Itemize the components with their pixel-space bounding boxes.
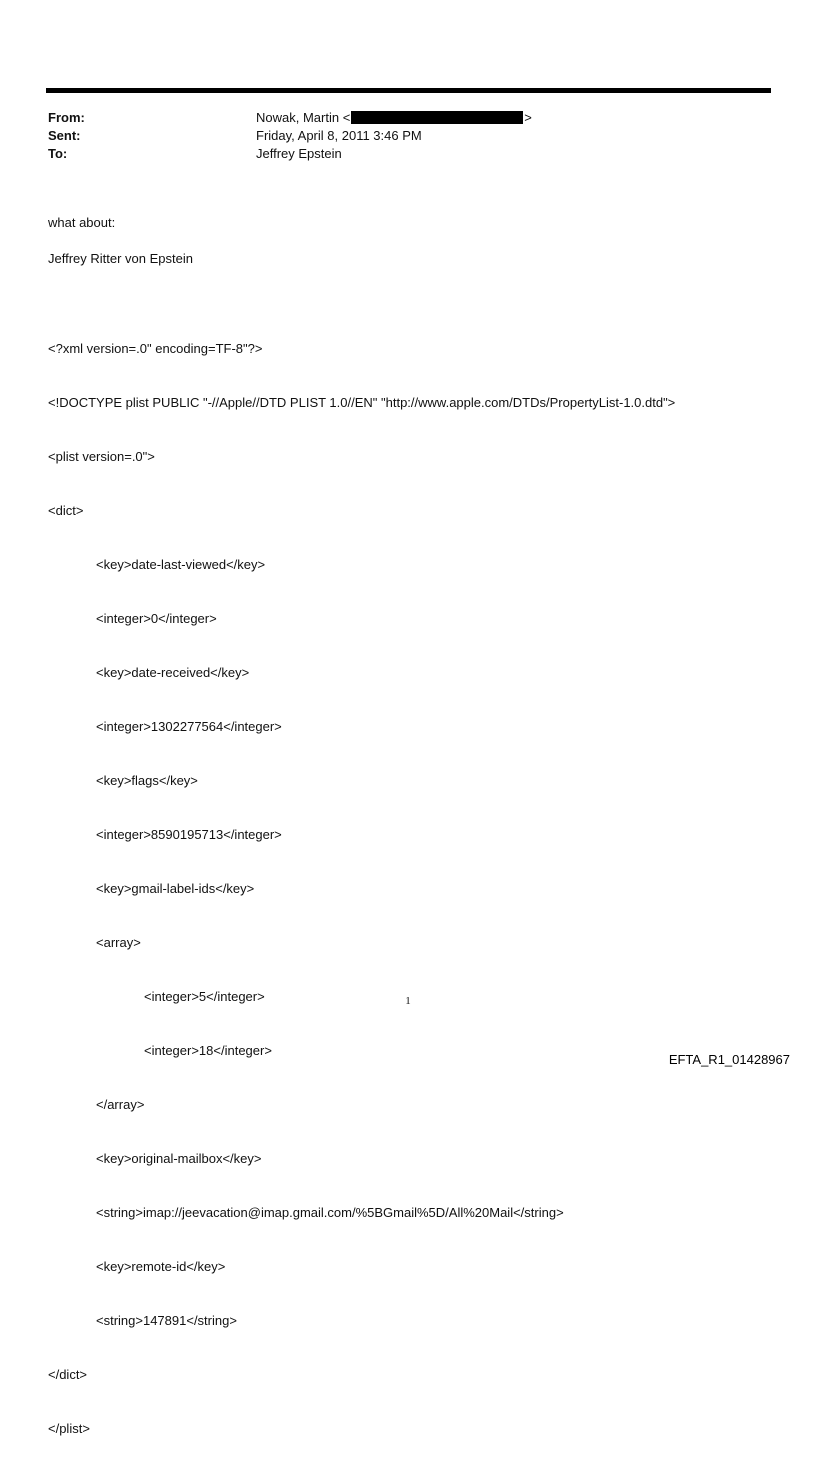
header-divider — [46, 88, 771, 93]
code-line: <plist version=.0"> — [48, 449, 155, 464]
code-line: <integer>1302277564</integer> — [96, 719, 282, 734]
code-line: </dict> — [48, 1367, 88, 1382]
plist-code-block — [48, 304, 675, 1474]
code-line: <string>imap://jeevacation@imap.gmail.com/%5BGmail%5D/All%20Mail</string> — [96, 1205, 564, 1220]
code-line: <key>flags</key> — [96, 773, 198, 788]
code-line: <key>date-last-viewed</key> — [96, 557, 266, 572]
from-email-close: > — [524, 110, 532, 125]
code-line: <integer>18</integer> — [144, 1043, 272, 1058]
from-value — [256, 109, 532, 127]
code-line: </array> — [96, 1097, 145, 1112]
code-line: <key>original-mailbox</key> — [96, 1151, 262, 1166]
redaction-block — [351, 111, 523, 124]
code-line: <?xml version=.0" encoding=TF-8"?> — [48, 341, 263, 356]
page-number: 1 — [405, 995, 411, 1007]
body-line: what about: — [48, 215, 116, 230]
code-line: <integer>5</integer> — [144, 989, 265, 1004]
sent-label: Sent: — [48, 128, 81, 143]
code-line: <key>remote-id</key> — [96, 1259, 226, 1274]
code-line: </plist> — [48, 1421, 90, 1436]
body-line: Jeffrey Ritter von Epstein — [48, 251, 193, 266]
code-line: <integer>8590195713</integer> — [96, 827, 282, 842]
from-name: Nowak, Martin < — [256, 110, 351, 125]
email-body — [48, 214, 675, 1474]
sent-value: Friday, April 8, 2011 3:46 PM — [256, 128, 422, 143]
code-line: <dict> — [48, 503, 84, 518]
to-label: To: — [48, 146, 68, 161]
code-line: <array> — [96, 935, 141, 950]
from-label: From: — [48, 110, 85, 125]
to-value: Jeffrey Epstein — [256, 146, 342, 161]
code-line: <string>147891</string> — [96, 1313, 237, 1328]
code-line: <key>date-received</key> — [96, 665, 250, 680]
code-line: <integer>0</integer> — [96, 611, 217, 626]
code-line: <key>gmail-label-ids</key> — [96, 881, 255, 896]
code-line: <!DOCTYPE plist PUBLIC "-//Apple//DTD PLIST 1.0//EN" "http://www.apple.com/DTDs/PropertyList-1.0.dtd"> — [48, 395, 676, 410]
bates-number: EFTA_R1_01428967 — [668, 1052, 790, 1067]
